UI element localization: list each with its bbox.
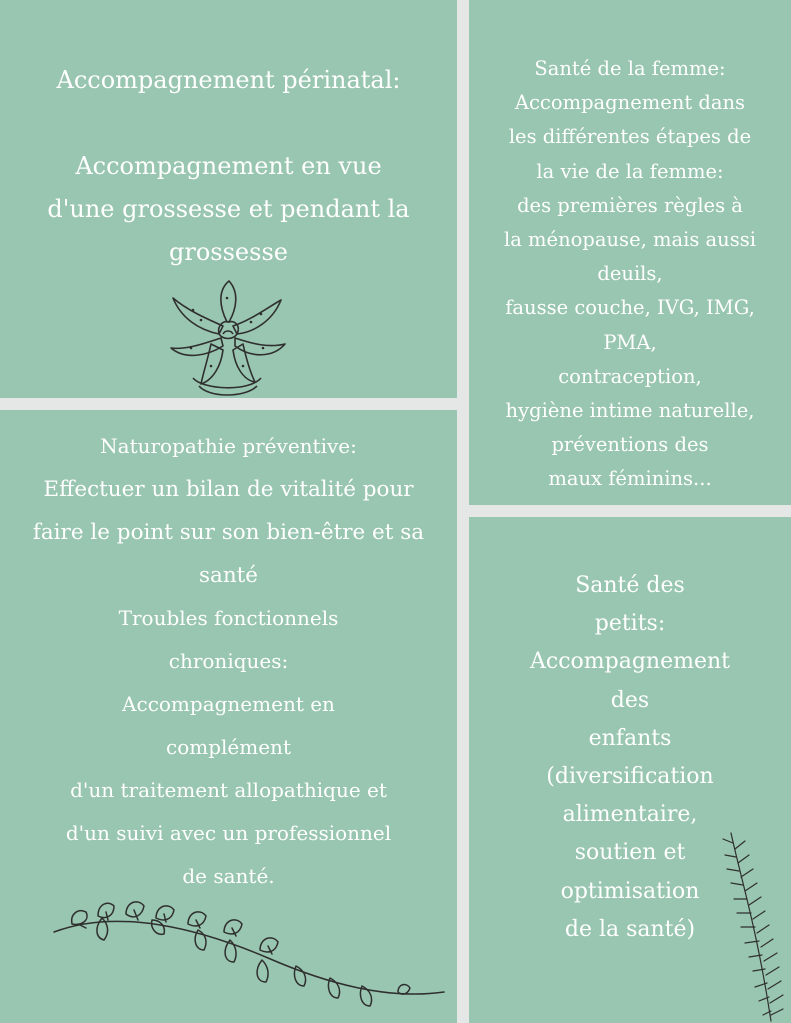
sante-petits-line: alimentaire, <box>562 802 698 828</box>
naturopathie-line: santé <box>198 563 259 588</box>
perinatal-line: d'une grossesse et pendant la <box>47 195 410 223</box>
naturopathie-text <box>0 425 457 898</box>
sante-femme-line: Accompagnement dans <box>514 91 746 115</box>
sante-femme-line: préventions des <box>551 433 709 457</box>
sante-femme-line: contraception, <box>558 364 702 388</box>
sante-petits-line: soutien et <box>574 840 686 866</box>
naturopathie-line: Effectuer un bilan de vitalité pour <box>43 477 414 502</box>
sante-femme-title: Santé de la femme: <box>534 57 726 80</box>
sante-femme-line: fausse couche, IVG, IMG, <box>505 296 755 320</box>
panel-naturopathie <box>0 410 457 1023</box>
sante-femme-line: maux féminins... <box>548 467 712 491</box>
sante-femme-line: deuils, <box>597 262 663 286</box>
sante-femme-line: la ménopause, mais aussi <box>504 228 756 252</box>
sante-femme-text <box>469 52 791 497</box>
sante-femme-line: les différentes étapes de <box>508 125 752 149</box>
sante-petits-line: optimisation <box>560 878 700 904</box>
naturopathie-line: complément <box>166 735 291 759</box>
naturopathie-line: chroniques: <box>168 649 289 673</box>
panel-perinatal <box>0 0 457 398</box>
naturopathie-line: faire le point sur son bien-être et sa <box>32 520 425 545</box>
succulent-icon <box>163 278 293 398</box>
perinatal-description <box>0 145 457 274</box>
naturopathie-title: Naturopathie préventive: <box>100 434 357 458</box>
perinatal-title: Accompagnement périnatal: <box>56 66 401 94</box>
sante-petits-line: Accompagnement <box>530 649 730 675</box>
naturopathie-line: Accompagnement en <box>122 692 335 716</box>
troubles-title: Troubles fonctionnels <box>118 606 339 630</box>
sante-femme-line: des premières règles à <box>517 193 743 217</box>
perinatal-line: grossesse <box>169 238 288 266</box>
sante-femme-line: PMA, <box>603 330 657 354</box>
perinatal-line: Accompagnement en vue <box>75 152 382 180</box>
sante-petits-line: des <box>610 687 650 713</box>
sante-petits-line: petits: <box>594 611 666 637</box>
naturopathie-line: d'un suivi avec un professionnel <box>65 821 392 845</box>
rosemary-sprig-icon <box>717 829 791 1023</box>
sante-femme-line: la vie de la femme: <box>536 159 724 183</box>
naturopathie-line: d'un traitement allopathique et <box>70 778 387 802</box>
sante-femme-line: hygiène intime naturelle, <box>505 399 755 423</box>
panel-sante-femme <box>469 0 791 505</box>
naturopathie-line: de santé. <box>182 864 275 888</box>
sante-petits-line: (diversification <box>546 764 714 790</box>
vine-branch-icon <box>48 880 450 1020</box>
sante-petits-line: enfants <box>588 725 672 751</box>
sante-petits-title: Santé des <box>575 573 685 598</box>
sante-petits-line: de la santé) <box>564 916 696 942</box>
panel-sante-petits <box>469 517 791 1023</box>
